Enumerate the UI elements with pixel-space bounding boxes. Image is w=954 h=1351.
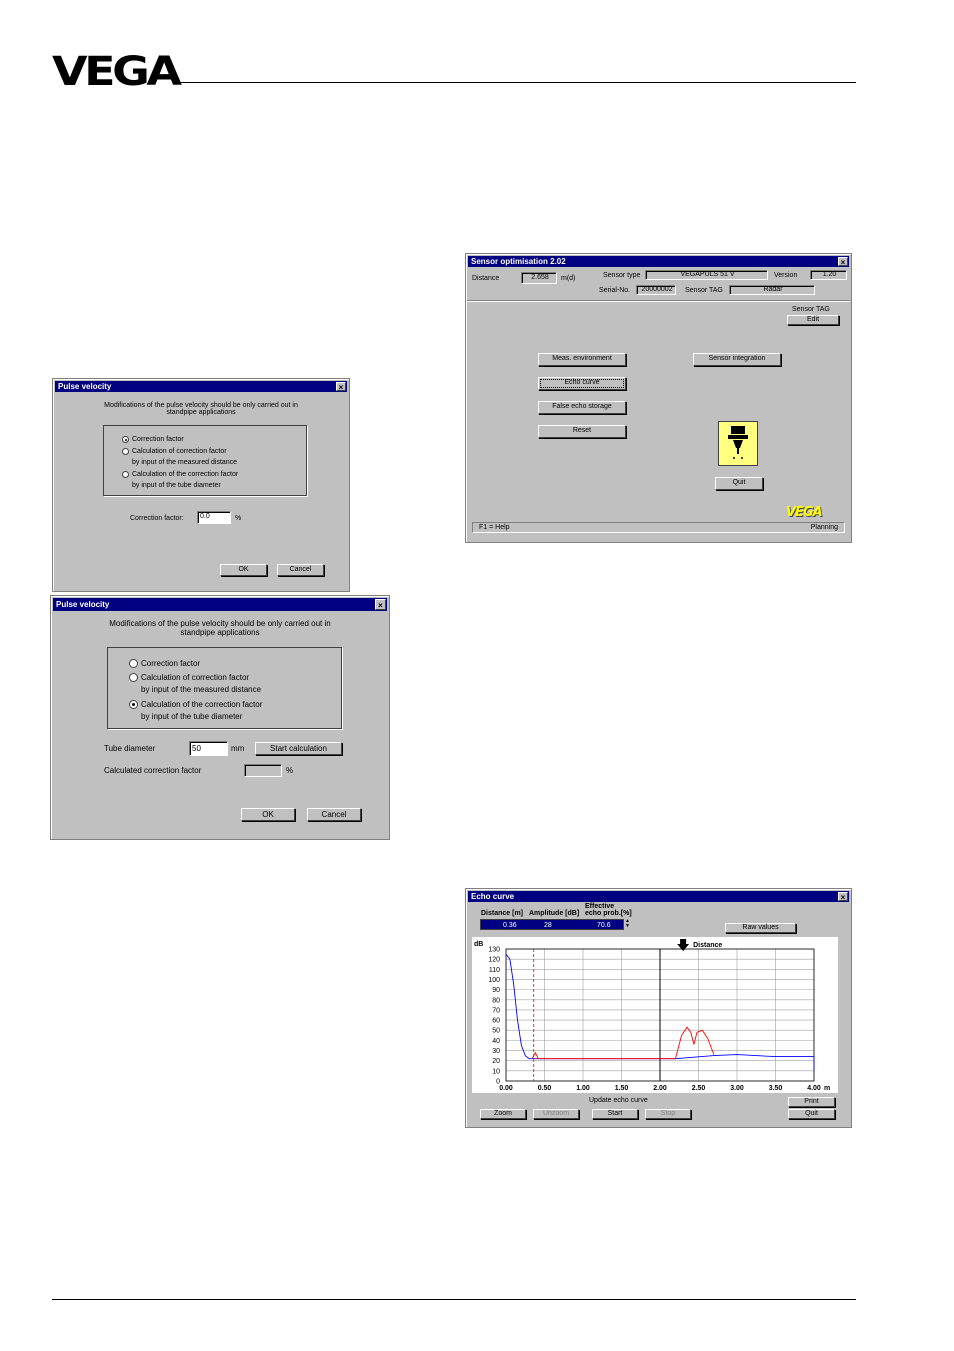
y-tick-label: 30 — [492, 1048, 500, 1056]
option-sublabel: by input of the measured distance — [141, 685, 262, 694]
message-line2: standpipe applications — [180, 628, 260, 637]
message-line2: standpipe applications — [166, 409, 236, 416]
window-title-bar — [468, 891, 849, 902]
start-button[interactable]: Start — [592, 1109, 638, 1119]
option-label: Correction factor — [141, 659, 201, 668]
sensor-tag-value: Radar — [729, 285, 815, 295]
amplitude-value: 28 — [544, 922, 552, 929]
window-title: Sensor optimisation 2.02 — [471, 257, 566, 266]
option-label: Calculation of the correction factor — [141, 700, 263, 709]
percent-unit: % — [235, 515, 242, 522]
zoom-button[interactable]: Zoom — [480, 1109, 526, 1119]
y-tick-label: 60 — [492, 1017, 500, 1025]
distance-marker-label: Distance — [693, 942, 723, 949]
calculated-factor-label: Calculated correction factor — [104, 766, 202, 775]
y-tick-label: 0 — [496, 1078, 500, 1086]
meas-environment-button[interactable]: Meas. environment — [538, 353, 626, 366]
divider — [467, 300, 850, 302]
raw-values-button[interactable]: Raw values — [725, 923, 796, 933]
dialog-title: Pulse velocity — [58, 382, 112, 391]
dialog-title-bar — [55, 381, 347, 392]
y-tick-label: 10 — [492, 1068, 500, 1076]
x-tick-label: 1.00 — [576, 1085, 590, 1092]
pulse-velocity-dialog-large — [50, 595, 390, 840]
cancel-button[interactable]: Cancel — [277, 564, 324, 576]
edit-button[interactable]: Edit — [787, 315, 839, 325]
cancel-button[interactable]: Cancel — [307, 808, 361, 821]
dialog-title-bar — [53, 598, 387, 611]
x-tick-label: 1.50 — [614, 1085, 629, 1092]
window-title: Echo curve — [471, 892, 515, 901]
header-rule — [180, 82, 856, 83]
distance-value: 2.658 — [521, 272, 557, 284]
print-button[interactable]: Print — [788, 1097, 835, 1107]
option-sublabel: by input of the measured distance — [132, 459, 238, 466]
status-help: F1 = Help — [479, 524, 510, 531]
x-tick-label: 3.00 — [730, 1085, 744, 1092]
quit-button[interactable]: Quit — [788, 1109, 835, 1119]
scroll-arrows-icon[interactable]: ▲ ▼ — [623, 919, 631, 930]
percent-unit: % — [286, 766, 294, 775]
version-label: Version — [774, 272, 798, 279]
footer-rule — [52, 1299, 856, 1300]
radio-correction-factor[interactable] — [122, 436, 129, 443]
x-tick-label: 4.00 — [807, 1085, 821, 1092]
y-tick-label: 50 — [492, 1027, 500, 1035]
tube-diameter-label: Tube diameter — [104, 744, 156, 753]
x-tick-label: 3.50 — [768, 1085, 783, 1092]
y-tick-label: 70 — [492, 1007, 500, 1015]
option-sublabel: by input of the tube diameter — [141, 712, 243, 721]
message-line1: Modifications of the pulse velocity should be only carried out in — [109, 619, 331, 628]
mm-unit: mm — [231, 744, 245, 753]
sensor-integration-button[interactable]: Sensor integration — [693, 353, 781, 366]
sensor-tag-edit-label: Sensor TAG — [792, 306, 830, 313]
dialog-title: Pulse velocity — [56, 600, 110, 609]
message-line1: Modifications of the pulse velocity should be only carried out in — [104, 402, 298, 409]
close-icon[interactable]: × — [838, 892, 848, 901]
ok-button[interactable]: OK — [220, 564, 267, 576]
y-tick-label: 80 — [492, 997, 500, 1005]
x-axis-label: m — [824, 1085, 831, 1092]
radio-tube-diameter[interactable] — [122, 471, 129, 478]
close-icon[interactable]: × — [375, 599, 386, 610]
serial-value: 20000002 — [636, 285, 676, 295]
ok-button[interactable]: OK — [241, 808, 295, 821]
x-tick-label: 2.00 — [653, 1085, 667, 1092]
y-axis-label: dB — [474, 941, 484, 948]
echo-series-line-1 — [532, 1027, 714, 1059]
status-bar — [472, 522, 845, 533]
option-label: Calculation of the correction factor — [132, 471, 239, 478]
radio-measured-distance[interactable] — [129, 673, 138, 682]
y-tick-label: 20 — [492, 1058, 500, 1066]
pulse-velocity-dialog-small — [52, 378, 350, 592]
sensor-tag-label: Sensor TAG — [685, 287, 723, 294]
correction-factor-input[interactable]: 0.0 — [197, 511, 231, 524]
echo-curve-button[interactable]: Echo curve — [538, 377, 626, 390]
unzoom-button[interactable]: Unzoom — [533, 1109, 579, 1119]
radio-measured-distance[interactable] — [122, 448, 129, 455]
y-tick-label: 90 — [492, 987, 500, 995]
col-effective: Effective — [585, 903, 615, 910]
tube-diameter-input[interactable]: 50 — [189, 741, 228, 756]
start-calculation-button[interactable]: Start calculation — [255, 742, 342, 755]
distance-value: 0.36 — [503, 922, 517, 929]
y-tick-label: 100 — [488, 976, 500, 984]
calculated-factor-output — [244, 764, 282, 777]
status-mode: Planning — [810, 524, 838, 531]
y-tick-label: 130 — [488, 946, 500, 954]
y-tick-label: 110 — [488, 966, 500, 974]
option-sublabel: by input of the tube diameter — [132, 482, 221, 489]
option-label: Correction factor — [132, 436, 184, 443]
distance-unit: m(d) — [561, 275, 576, 282]
version-value: 1.20 — [810, 270, 847, 280]
col-amplitude: Amplitude [dB] — [529, 910, 580, 917]
false-echo-storage-button[interactable]: False echo storage — [538, 401, 626, 414]
window-title-bar — [468, 256, 849, 267]
serial-label: Serial-No. — [599, 287, 631, 294]
col-distance: Distance [m] — [481, 910, 524, 917]
col-echo-prob: echo prob.[%] — [585, 910, 632, 917]
echo-curve-window — [465, 888, 852, 1128]
radio-correction-factor[interactable] — [129, 659, 138, 668]
stop-button[interactable]: Stop — [645, 1109, 691, 1119]
x-tick-label: 2.50 — [691, 1085, 706, 1092]
vega-logo: VEGA — [52, 49, 179, 95]
prob-value: 70.6 — [597, 922, 611, 929]
x-tick-label: 0.00 — [499, 1085, 513, 1092]
x-tick-label: 0.50 — [537, 1085, 552, 1092]
correction-factor-label: Correction factor: — [130, 515, 184, 522]
sensor-type-value: VEGAPULS 51 V — [645, 270, 768, 280]
sensor-optimisation-window — [465, 253, 852, 543]
radar-sensor-icon — [718, 421, 758, 466]
option-label: Calculation of correction factor — [132, 448, 227, 455]
y-tick-label: 40 — [492, 1037, 500, 1045]
radio-tube-diameter[interactable] — [129, 700, 138, 709]
sensor-type-label: Sensor type — [603, 272, 641, 279]
echo-chart — [472, 937, 838, 1093]
vega-logo-small: VEGA — [786, 505, 822, 520]
update-echo-label: Update echo curve — [589, 1097, 648, 1104]
echo-values-row[interactable] — [480, 919, 630, 930]
close-icon[interactable]: × — [336, 382, 346, 391]
distance-label: Distance — [472, 275, 500, 282]
quit-button[interactable]: Quit — [715, 477, 763, 490]
option-label: Calculation of correction factor — [141, 673, 250, 682]
y-tick-label: 120 — [488, 956, 500, 964]
reset-button[interactable]: Reset — [538, 425, 626, 438]
close-icon[interactable]: × — [838, 257, 848, 266]
